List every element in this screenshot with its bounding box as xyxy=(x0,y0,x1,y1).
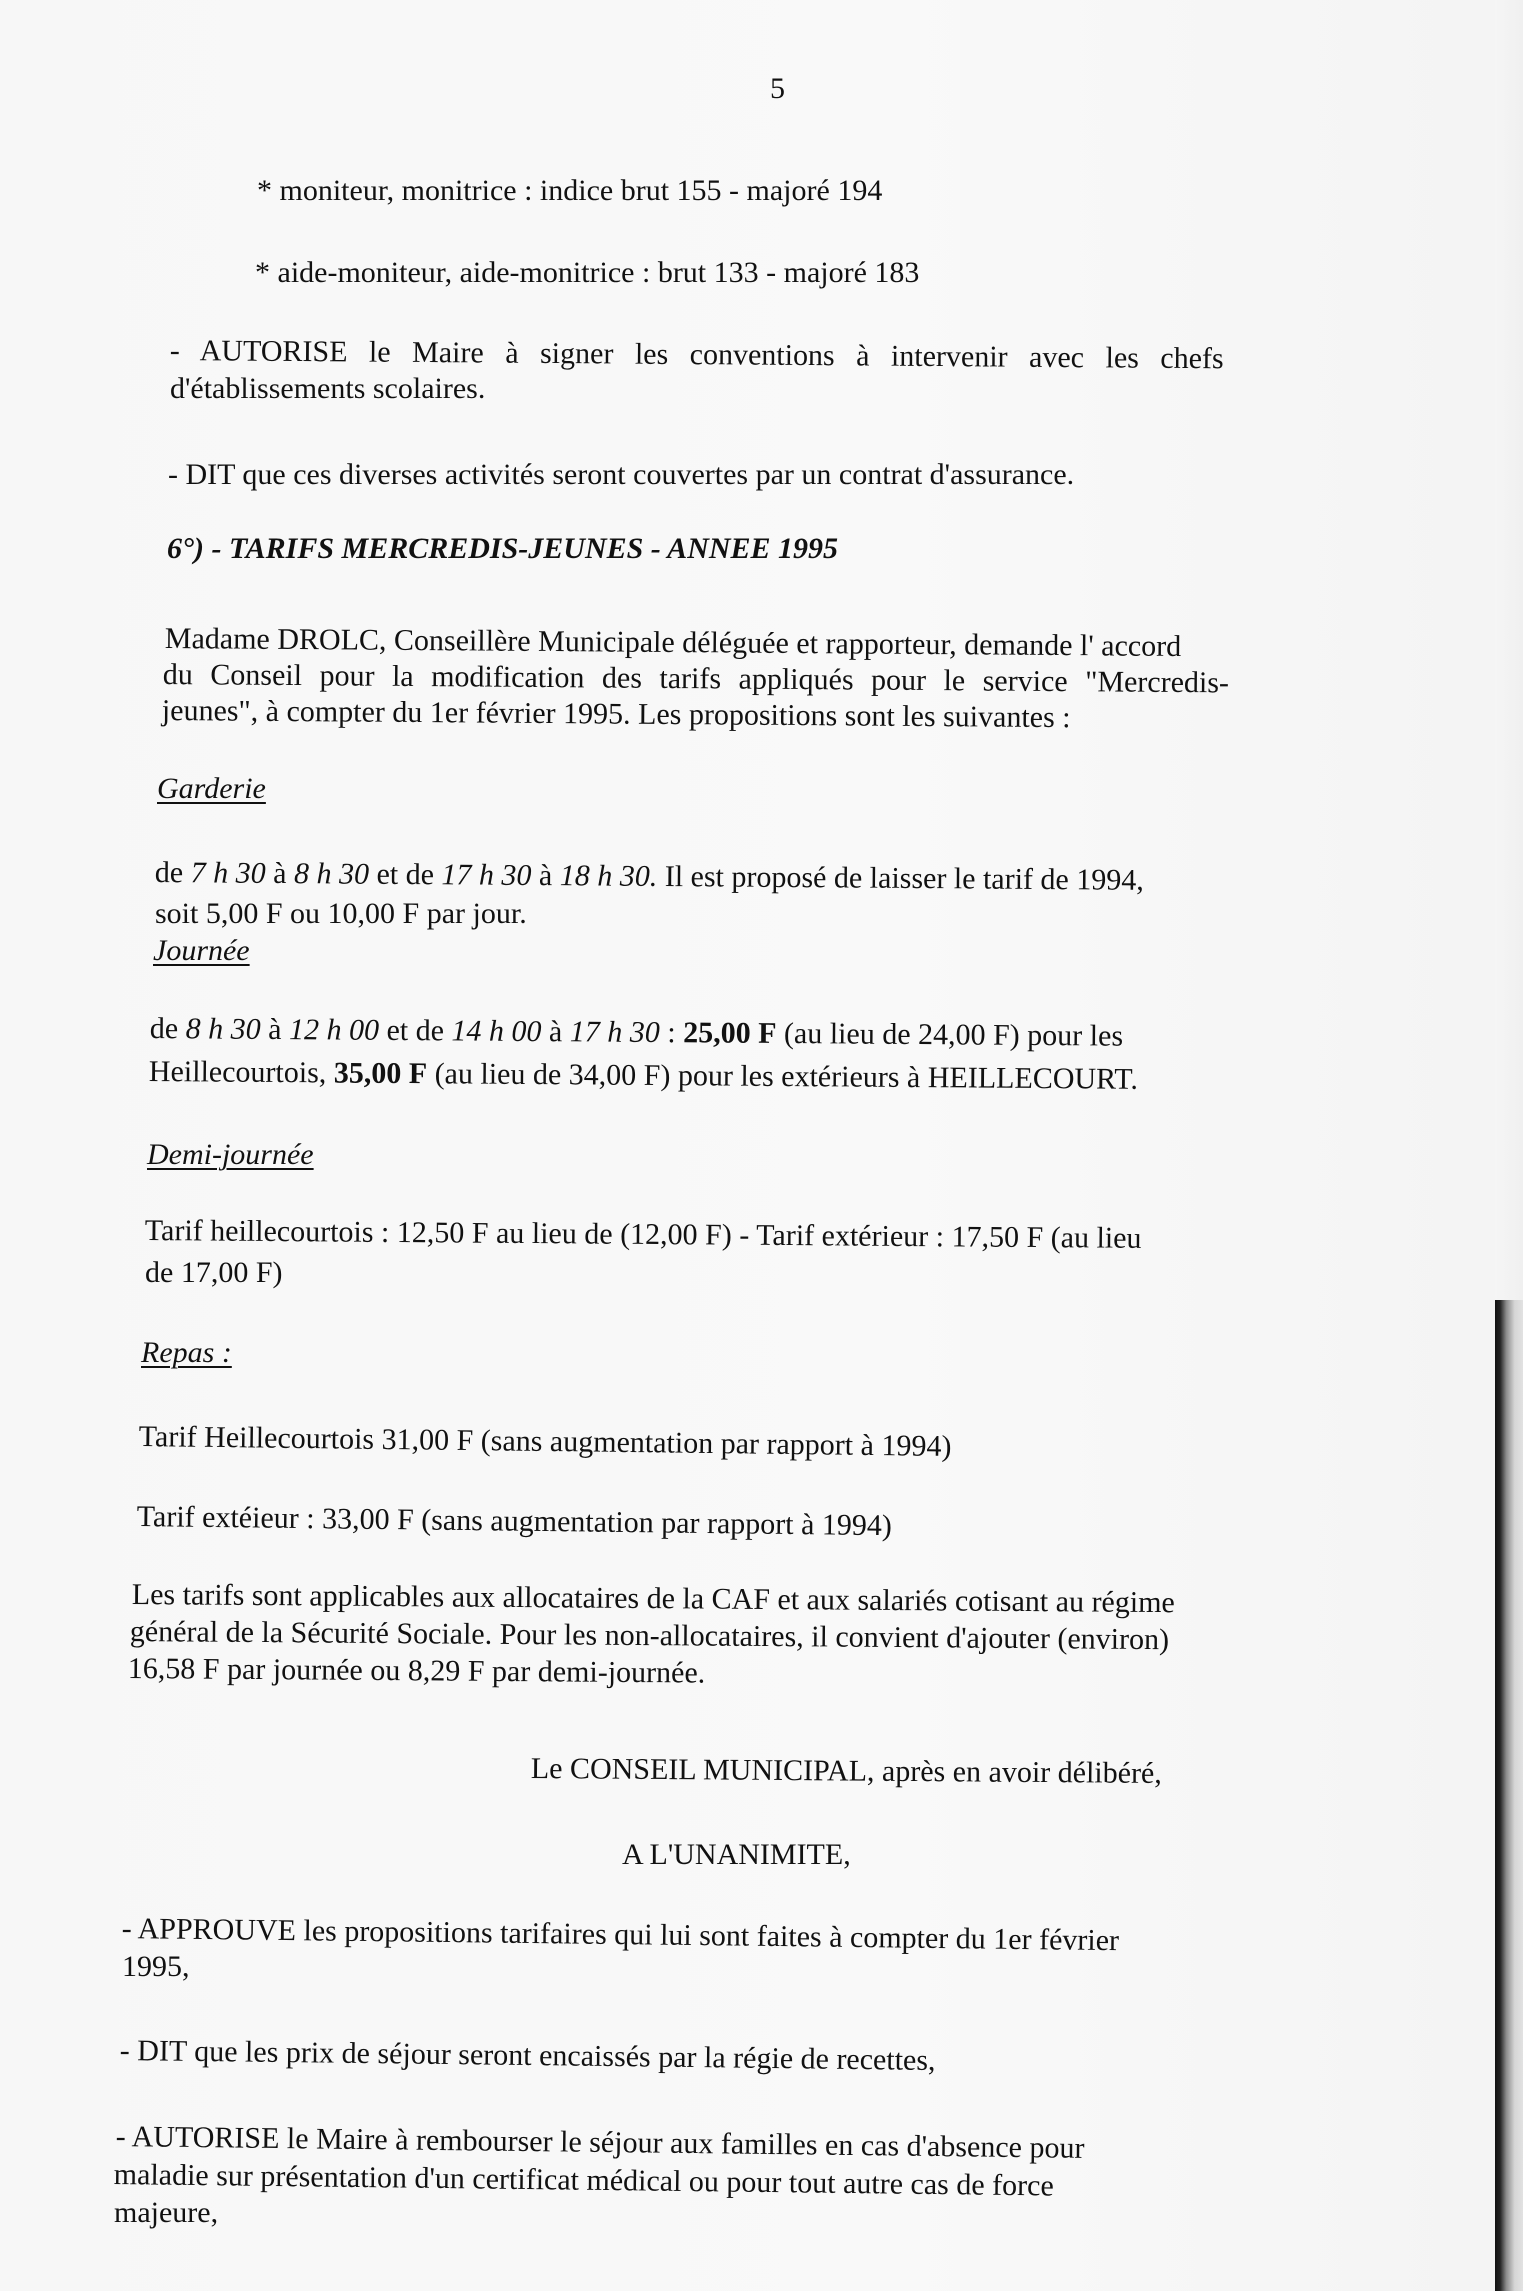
journee-line-1: de 8 h 30 à 12 h 00 et de 14 h 00 à 17 h 30 : 25,00 F (au lieu de 24,00 F) pour les xyxy=(149,1012,1124,1053)
heading-demi-journee: Demi-journée xyxy=(147,1138,314,1171)
section-title: 6°) - TARIFS MERCREDIS-JEUNES - ANNEE 1995 xyxy=(167,532,839,565)
bullet-moniteur: * moniteur, monitrice : indice brut 155 - majoré 194 xyxy=(257,174,883,207)
garderie-line-1: de 7 h 30 à 8 h 30 et de 17 h 30 à 18 h 30. Il est proposé de laisser le tarif de 1994, xyxy=(154,856,1144,897)
conditions-line-2: général de la Sécurité Sociale. Pour les non-allocataires, il convient d'ajouter (environ) xyxy=(129,1615,1170,1657)
decision-autorise-line-3: majeure, xyxy=(114,2196,219,2229)
clause-autorise-conventions: - AUTORISE le Maire à signer les conventions à intervenir avec les chefs xyxy=(169,334,1224,376)
heading-garderie: Garderie xyxy=(157,772,266,805)
intro-line-1: Madame DROLC, Conseillère Municipale déléguée et rapporteur, demande l' accord xyxy=(164,622,1182,663)
repas-line-2: Tarif extéieur : 33,00 F (sans augmentation par rapport à 1994) xyxy=(136,1500,893,1543)
bullet-aide-moniteur: * aide-moniteur, aide-monitrice : brut 133 - majoré 183 xyxy=(255,256,920,289)
heading-repas: Repas : xyxy=(141,1336,232,1369)
garderie-line-2: soit 5,00 F ou 10,00 F par jour. xyxy=(155,897,527,930)
decision-unanimite: A L'UNANIMITE, xyxy=(622,1838,851,1871)
decision-conseil: Le CONSEIL MUNICIPAL, après en avoir délibéré, xyxy=(530,1752,1162,1790)
journee-line-2: Heillecourtois, 35,00 F (au lieu de 34,00 F) pour les extérieurs à HEILLECOURT. xyxy=(148,1055,1139,1096)
repas-line-1: Tarif Heillecourtois 31,00 F (sans augmentation par rapport à 1994) xyxy=(138,1420,952,1463)
page-number: 5 xyxy=(770,72,785,105)
page-edge-top xyxy=(1495,0,1523,1300)
decision-approuve-line-2: 1995, xyxy=(122,1950,190,1983)
clause-dit-assurance: - DIT que ces diverses activités seront couvertes par un contrat d'assurance. xyxy=(168,458,1075,491)
demi-journee-line-1: Tarif heillecourtois : 12,50 F au lieu de (12,00 F) - Tarif extérieur : 17,50 F (au lieu xyxy=(144,1214,1142,1255)
intro-line-3: jeunes", à compter du 1er février 1995. Les propositions sont les suivantes : xyxy=(161,694,1071,735)
conditions-line-3: 16,58 F par journée ou 8,29 F par demi-journée. xyxy=(127,1652,706,1690)
conditions-line-1: Les tarifs sont applicables aux allocataires de la CAF et aux salariés cotisant au régime xyxy=(131,1578,1175,1620)
clause-autorise-conventions-cont: d'établissements scolaires. xyxy=(170,372,486,405)
demi-journee-line-2: de 17,00 F) xyxy=(145,1256,283,1289)
decision-autorise-line-2: maladie sur présentation d'un certificat médical ou pour tout autre cas de force xyxy=(113,2158,1054,2203)
decision-dit: - DIT que les prix de séjour seront encaissés par la régie de recettes, xyxy=(119,2034,936,2077)
decision-approuve-line-1: - APPROUVE les propositions tarifaires qui lui sont faites à compter du 1er février xyxy=(121,1912,1120,1958)
heading-journee: Journée xyxy=(153,934,250,967)
decision-autorise-line-1: - AUTORISE le Maire à rembourser le séjour aux familles en cas d'absence pour xyxy=(115,2120,1085,2165)
intro-line-2: du Conseil pour la modification des tarifs appliqués pour le service "Mercredis- xyxy=(162,658,1230,700)
